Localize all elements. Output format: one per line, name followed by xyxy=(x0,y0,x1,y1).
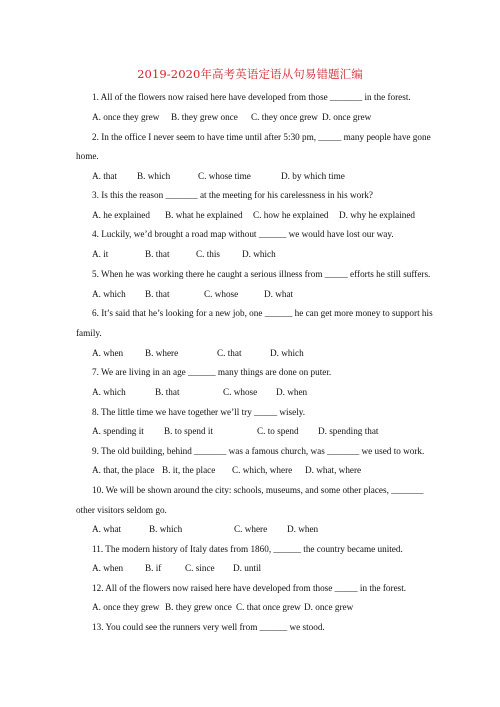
option-d: D. when xyxy=(287,524,319,534)
option-b: B. they grew once xyxy=(165,602,232,612)
option-a: A. spending it xyxy=(92,426,144,436)
option-a: A. that xyxy=(92,171,118,181)
option-c: C. since xyxy=(185,563,215,573)
question-10-stem-continued: other visitors seldom go. xyxy=(76,505,167,515)
option-c: C. they once grew xyxy=(251,112,318,122)
option-a: A. it xyxy=(92,249,109,259)
question-8-stem: 8. The little time we have together we’ll try _____ wisely. xyxy=(92,407,306,417)
question-1-stem: 1. All of the flowers now raised here have developed from those _______ in the forest. xyxy=(92,92,411,102)
option-d: D. when xyxy=(276,387,308,397)
option-d: D. once grew xyxy=(304,602,354,612)
option-a: A. once they grew xyxy=(92,602,160,612)
option-a: A. when xyxy=(92,563,124,573)
option-c: C. where xyxy=(234,524,268,534)
question-4-stem: 4. Luckily, we’d brought a road map without ______ we would have lost our way. xyxy=(92,229,394,239)
option-c: C. whose xyxy=(204,289,239,299)
option-c: C. this xyxy=(196,249,220,259)
option-a: A. when xyxy=(92,348,124,358)
option-b: B. it, the place xyxy=(162,465,216,475)
option-c: C. how he explained xyxy=(253,210,329,220)
option-c: C. to spend xyxy=(257,426,299,436)
question-7-stem: 7. We are living in an age ______ many things are done on puter. xyxy=(92,367,332,377)
option-b: B. that xyxy=(155,387,180,397)
option-c: C. that xyxy=(217,348,242,358)
option-c: C. whose time xyxy=(198,171,251,181)
option-b: B. that xyxy=(145,289,170,299)
question-11-stem: 11. The modern history of Italy dates from 1860, ______ the country became united. xyxy=(92,544,403,554)
question-12-stem: 12. All of the flowers now raised here have developed from those _____ in the forest. xyxy=(92,583,407,593)
option-d: D. once grew xyxy=(322,112,372,122)
question-13-stem: 13. You could see the runners very well from ______ we stood. xyxy=(92,622,325,632)
option-b: B. what he explained xyxy=(165,210,243,220)
option-c: C. that once grew xyxy=(236,602,301,612)
question-6-stem: 6. It’s said that he’s looking for a new job, one ______ he can get more money to support his xyxy=(92,308,433,318)
option-b: B. if xyxy=(145,563,162,573)
option-d: D. what xyxy=(264,289,294,299)
option-a: A. that, the place xyxy=(92,465,155,475)
option-b: B. which xyxy=(149,524,183,534)
option-d: D. which xyxy=(242,249,276,259)
option-b: B. where xyxy=(145,348,179,358)
option-d: D. why he explained xyxy=(339,210,416,220)
option-d: D. spending that xyxy=(318,426,379,436)
option-a: A. which xyxy=(92,289,126,299)
option-c: C. whose xyxy=(223,387,258,397)
option-d: D. what, where xyxy=(305,465,362,475)
option-a: A. he explained xyxy=(92,210,150,220)
question-2-stem: 2. In the office I never seem to have time until after 5:30 pm, _____ many people have gone xyxy=(92,132,431,142)
question-5-stem: 5. When he was working there he caught a serious illness from _____ efforts he still suffers. xyxy=(92,269,431,279)
option-b: B. they grew once xyxy=(171,112,238,122)
question-6-stem-continued: family. xyxy=(76,328,102,338)
option-a: A. once they grew xyxy=(92,112,160,122)
question-2-stem-continued: home. xyxy=(76,151,99,161)
question-3-stem: 3. Is this the reason _______ at the meeting for his carelessness in his work? xyxy=(92,190,373,200)
option-b: B. to spend it xyxy=(164,426,214,436)
option-a: A. which xyxy=(92,387,126,397)
option-d: D. by which time xyxy=(281,171,345,181)
option-d: D. which xyxy=(270,348,304,358)
question-9-stem: 9. The old building, behind _______ was a famous church, was _______ we used to work. xyxy=(92,446,425,456)
document-title: 2019-2020年高考英语定语从句易错题汇编 xyxy=(137,67,363,81)
option-a: A. what xyxy=(92,524,122,534)
option-b: B. that xyxy=(145,249,170,259)
option-c: C. which, where xyxy=(232,465,293,475)
option-d: D. until xyxy=(233,563,262,573)
option-b: B. which xyxy=(137,171,171,181)
question-10-stem: 10. We will be shown around the city: schools, museums, and some other places, _______ xyxy=(92,485,424,495)
